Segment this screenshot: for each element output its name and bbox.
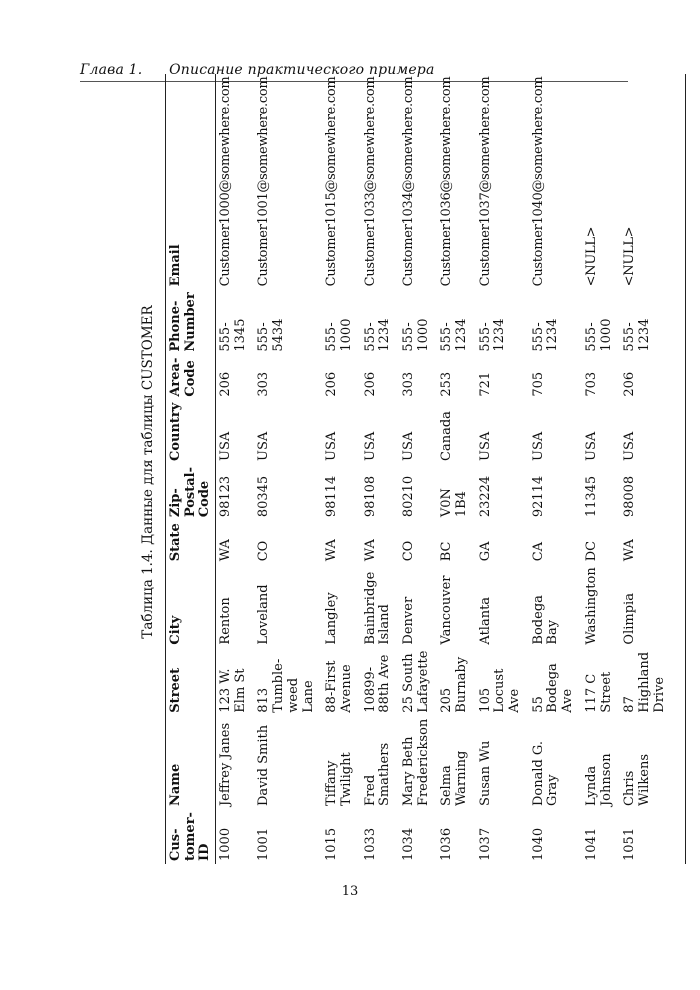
cell-city: Bainbridge Island [362,571,393,645]
table-row [256,74,324,864]
cell-state: BC [439,541,455,562]
cell-street: 10899-88th Ave [362,654,393,713]
cell-state: WA [362,539,378,562]
cell-phone: 555-1000 [324,318,354,352]
table-row [216,74,257,864]
cell-customer-id: 1034 [400,827,416,861]
cell-email: Customer1037@somewhere.com [477,76,493,287]
col-header-phone: Phone- Number [166,289,216,354]
cell-zip: 92114 [530,475,546,518]
cell-email: Customer1015@somewhere.com [324,76,340,287]
cell-phone: 555-1234 [439,318,469,352]
cell-street: 813 Tumble- weed Lane [256,658,316,713]
cell-phone: 555-5434 [256,318,287,352]
cell-zip: 98008 [622,464,686,520]
cell-city: Washington [583,567,599,645]
cell-customer-id: 1041 [583,827,599,861]
cell-state: WA [218,539,234,562]
cell-name: Lynda Johnson [583,753,614,807]
cell-phone: 555-1345 [218,318,248,352]
cell-city: Loveland [256,584,272,645]
table-row [401,74,439,864]
cell-country: USA [622,400,686,464]
cell-name: Jeffrey Janes [218,722,234,807]
cell-email: Customer1000@somewhere.com [218,76,234,287]
cell-name: Donald G. Gray [530,741,561,807]
col-header-state: State [166,520,216,564]
chapter-number: Глава 1. [80,62,143,78]
cell-country: USA [362,431,378,461]
cell-zip: 98108 [362,475,378,518]
cell-email: Customer1040@somewhere.com [530,76,546,287]
cell-zip: 23224 [477,475,493,518]
cell-phone: 555-1234 [362,318,393,352]
table-row [478,74,531,864]
table-header-row [166,74,216,864]
table-caption: Таблица 1.4. Данные для таблицы CUSTOMER [140,305,156,639]
cell-customer-id: 1033 [362,827,378,861]
cell-area-code: 705 [530,371,546,397]
cell-zip: 11345 [583,475,599,518]
cell-state: CA [530,541,546,562]
cell-city: Denver [400,596,416,645]
cell-state: CO [400,540,416,562]
cell-area-code: 303 [256,371,272,397]
cell-name: Susan Wu [477,740,493,807]
cell-city: Bodega Bay [530,595,561,645]
cell-phone: 555-1234 [622,289,686,354]
cell-email: <NULL> [583,226,599,287]
cell-street: 87 Highland Drive [622,648,686,716]
col-header-country: Country [166,400,216,464]
col-header-city: City [166,564,216,647]
cell-customer-id: 1000 [218,827,234,861]
chapter-title: Описание практического примера [169,62,435,78]
cell-name: Tiffany Twilight [324,752,354,807]
cell-area-code: 721 [477,371,493,397]
table-row [584,74,622,864]
cell-customer-id: 1036 [439,827,455,861]
cell-customer-id: 1015 [324,827,340,861]
cell-email: Customer1001@somewhere.com [256,76,272,287]
customer-table [165,74,686,864]
cell-name: David Smith [256,724,272,807]
page-number: 13 [341,884,359,899]
col-header-email: Email [166,74,216,290]
col-header-customer-id: Cus- tomer- ID [166,809,216,864]
cell-customer-id: 1040 [530,827,546,861]
cell-state: WA [622,520,686,564]
cell-name: Fred Smathers [362,742,393,807]
cell-area-code: 206 [362,371,378,397]
col-header-name: Name [166,716,216,809]
cell-state: GA [477,541,493,562]
cell-country: USA [477,431,493,461]
cell-country: USA [583,431,599,461]
cell-state: CO [256,540,272,562]
table-row [363,74,401,864]
cell-customer-id: 1001 [256,827,272,861]
col-header-zip: Zip- Postal- Code [166,464,216,520]
cell-city: Vancouver [439,575,455,645]
table-row [531,74,584,864]
cell-zip: 80345 [256,475,272,518]
rotated-table-block [140,54,667,890]
cell-customer-id: 1037 [477,827,493,861]
cell-country: USA [324,431,340,461]
cell-state: WA [324,539,340,562]
cell-email: Customer1036@somewhere.com [439,76,455,287]
cell-name: Chris Wilkens [622,716,686,809]
cell-zip: 98114 [324,475,340,518]
cell-phone: 555-1000 [583,318,614,352]
table-row [439,74,477,864]
cell-country: Canada [439,411,455,461]
cell-street: 123 W. Elm St [218,668,248,713]
col-header-street: Street [166,648,216,716]
cell-state: DC [583,540,599,562]
table-row [622,74,686,864]
cell-area-code: 206 [324,371,340,397]
cell-city: Renton [218,597,234,645]
cell-area-code: 253 [439,371,455,397]
cell-street: 25 South Lafayette [400,650,431,713]
cell-area-code: 206 [622,355,686,400]
cell-street: 88-First Avenue [324,660,354,713]
cell-area-code: 703 [583,371,599,397]
cell-city: Langley [324,592,340,645]
cell-phone: 555-1000 [400,318,431,352]
cell-zip: 98123 [218,475,234,518]
cell-zip: 80210 [400,475,416,518]
cell-area-code: 206 [218,371,234,397]
cell-street: 105 Locust Ave [477,668,523,713]
cell-name: Mary Beth Frederickson [400,718,431,807]
cell-email: Customer1034@somewhere.com [400,76,416,287]
cell-email: Customer1033@somewhere.com [362,76,378,287]
cell-city: Atlanta [477,596,493,645]
cell-city: Olimpia [622,564,686,647]
cell-name: Selma Warning [439,750,469,807]
cell-email: <NULL> [622,74,686,290]
cell-street: 55 Bodega Ave [530,663,576,713]
cell-country: USA [256,431,272,461]
cell-zip: V0N 1B4 [439,488,469,518]
col-header-area-code: Area- Code [166,355,216,400]
table-row [324,74,362,864]
cell-phone: 555-1234 [530,318,561,352]
cell-customer-id: 1051 [622,809,686,864]
cell-street: 205 Burnaby [439,656,469,713]
cell-area-code: 303 [400,371,416,397]
cell-country: USA [530,431,546,461]
cell-phone: 555-1234 [477,318,508,352]
cell-country: USA [218,431,234,461]
cell-street: 117 C Street [583,671,614,713]
cell-country: USA [400,431,416,461]
